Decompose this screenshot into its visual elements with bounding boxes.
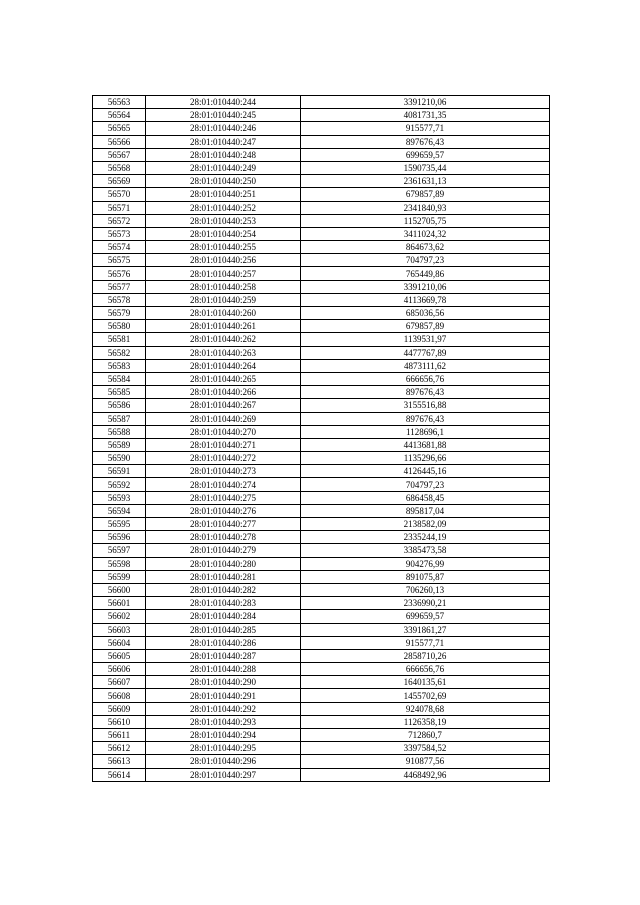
cadastral-number-cell: 28:01:010440:258 — [146, 280, 301, 293]
table-row — [93, 729, 550, 742]
row-number-cell: 56606 — [93, 663, 146, 676]
cadastral-number-cell: 28:01:010440:297 — [146, 768, 301, 781]
row-number-cell: 56589 — [93, 438, 146, 451]
row-number-cell: 56584 — [93, 372, 146, 385]
cadastral-number-cell: 28:01:010440:266 — [146, 386, 301, 399]
row-number-cell: 56582 — [93, 346, 146, 359]
value-cell: 904276,99 — [301, 557, 550, 570]
cadastral-number-cell: 28:01:010440:282 — [146, 583, 301, 596]
value-cell: 4468492,96 — [301, 768, 550, 781]
cadastral-number-cell: 28:01:010440:253 — [146, 214, 301, 227]
table-row — [93, 504, 550, 517]
table-row — [93, 755, 550, 768]
value-cell: 1455702,69 — [301, 689, 550, 702]
cadastral-number-cell: 28:01:010440:270 — [146, 425, 301, 438]
cadastral-number-cell: 28:01:010440:273 — [146, 465, 301, 478]
value-cell: 686458,45 — [301, 491, 550, 504]
value-cell: 666656,76 — [301, 372, 550, 385]
cadastral-number-cell: 28:01:010440:248 — [146, 148, 301, 161]
cadastral-number-cell: 28:01:010440:295 — [146, 742, 301, 755]
table-row — [93, 267, 550, 280]
row-number-cell: 56564 — [93, 109, 146, 122]
cadastral-number-cell: 28:01:010440:263 — [146, 346, 301, 359]
value-cell: 897676,43 — [301, 412, 550, 425]
table-row — [93, 531, 550, 544]
row-number-cell: 56612 — [93, 742, 146, 755]
row-number-cell: 56602 — [93, 610, 146, 623]
value-cell: 2336990,21 — [301, 597, 550, 610]
cadastral-number-cell: 28:01:010440:283 — [146, 597, 301, 610]
table-row — [93, 280, 550, 293]
value-cell: 1135296,66 — [301, 452, 550, 465]
value-cell: 3391210,06 — [301, 96, 550, 109]
table-row — [93, 135, 550, 148]
cadastral-number-cell: 28:01:010440:279 — [146, 544, 301, 557]
cadastral-number-cell: 28:01:010440:250 — [146, 175, 301, 188]
table-row — [93, 359, 550, 372]
cadastral-number-cell: 28:01:010440:249 — [146, 161, 301, 174]
row-number-cell: 56574 — [93, 241, 146, 254]
value-cell: 1128696,1 — [301, 425, 550, 438]
row-number-cell: 56595 — [93, 518, 146, 531]
row-number-cell: 56604 — [93, 636, 146, 649]
table-row — [93, 109, 550, 122]
table-row — [93, 96, 550, 109]
row-number-cell: 56599 — [93, 570, 146, 583]
value-cell: 4413681,88 — [301, 438, 550, 451]
table-row — [93, 201, 550, 214]
table-row — [93, 610, 550, 623]
cadastral-number-cell: 28:01:010440:267 — [146, 399, 301, 412]
table-row — [93, 161, 550, 174]
table-row — [93, 636, 550, 649]
value-cell: 685036,56 — [301, 307, 550, 320]
cadastral-number-cell: 28:01:010440:280 — [146, 557, 301, 570]
row-number-cell: 56573 — [93, 227, 146, 240]
value-cell: 1152705,75 — [301, 214, 550, 227]
cadastral-number-cell: 28:01:010440:275 — [146, 491, 301, 504]
value-cell: 864673,62 — [301, 241, 550, 254]
cadastral-number-cell: 28:01:010440:265 — [146, 372, 301, 385]
table-row — [93, 372, 550, 385]
table-row — [93, 320, 550, 333]
table-row — [93, 254, 550, 267]
cadastral-number-cell: 28:01:010440:264 — [146, 359, 301, 372]
value-cell: 2858710,26 — [301, 649, 550, 662]
table-row — [93, 122, 550, 135]
value-cell: 4873111,62 — [301, 359, 550, 372]
row-number-cell: 56572 — [93, 214, 146, 227]
table-row — [93, 597, 550, 610]
row-number-cell: 56566 — [93, 135, 146, 148]
row-number-cell: 56610 — [93, 715, 146, 728]
row-number-cell: 56605 — [93, 649, 146, 662]
value-cell: 699659,57 — [301, 610, 550, 623]
row-number-cell: 56593 — [93, 491, 146, 504]
row-number-cell: 56578 — [93, 293, 146, 306]
value-cell: 897676,43 — [301, 135, 550, 148]
value-cell: 1126358,19 — [301, 715, 550, 728]
row-number-cell: 56607 — [93, 676, 146, 689]
value-cell: 4081731,35 — [301, 109, 550, 122]
value-cell: 704797,23 — [301, 254, 550, 267]
table-row — [93, 293, 550, 306]
table-row — [93, 425, 550, 438]
value-cell: 699659,57 — [301, 148, 550, 161]
table-row — [93, 583, 550, 596]
value-cell: 910877,56 — [301, 755, 550, 768]
cadastral-number-cell: 28:01:010440:284 — [146, 610, 301, 623]
cadastral-number-cell: 28:01:010440:286 — [146, 636, 301, 649]
row-number-cell: 56601 — [93, 597, 146, 610]
row-number-cell: 56583 — [93, 359, 146, 372]
value-cell: 897676,43 — [301, 386, 550, 399]
row-number-cell: 56577 — [93, 280, 146, 293]
table-row — [93, 623, 550, 636]
value-cell: 915577,71 — [301, 636, 550, 649]
table-row — [93, 702, 550, 715]
row-number-cell: 56570 — [93, 188, 146, 201]
table-row — [93, 452, 550, 465]
value-cell: 1640135,61 — [301, 676, 550, 689]
value-cell: 706260,13 — [301, 583, 550, 596]
cadastral-number-cell: 28:01:010440:255 — [146, 241, 301, 254]
cadastral-number-cell: 28:01:010440:285 — [146, 623, 301, 636]
table-row — [93, 478, 550, 491]
cadastral-number-cell: 28:01:010440:257 — [146, 267, 301, 280]
value-cell: 2341840,93 — [301, 201, 550, 214]
row-number-cell: 56603 — [93, 623, 146, 636]
row-number-cell: 56568 — [93, 161, 146, 174]
table-row — [93, 491, 550, 504]
row-number-cell: 56588 — [93, 425, 146, 438]
cadastral-value-table — [92, 95, 550, 782]
row-number-cell: 56575 — [93, 254, 146, 267]
row-number-cell: 56571 — [93, 201, 146, 214]
row-number-cell: 56608 — [93, 689, 146, 702]
row-number-cell: 56598 — [93, 557, 146, 570]
row-number-cell: 56592 — [93, 478, 146, 491]
value-cell: 704797,23 — [301, 478, 550, 491]
value-cell: 3155516,88 — [301, 399, 550, 412]
table-row — [93, 307, 550, 320]
table-row — [93, 333, 550, 346]
cadastral-number-cell: 28:01:010440:244 — [146, 96, 301, 109]
cadastral-number-cell: 28:01:010440:291 — [146, 689, 301, 702]
value-cell: 891075,87 — [301, 570, 550, 583]
cadastral-number-cell: 28:01:010440:293 — [146, 715, 301, 728]
value-cell: 3391861,27 — [301, 623, 550, 636]
value-cell: 666656,76 — [301, 663, 550, 676]
table-row — [93, 742, 550, 755]
value-cell: 712860,7 — [301, 729, 550, 742]
value-cell: 4113669,78 — [301, 293, 550, 306]
row-number-cell: 56600 — [93, 583, 146, 596]
value-cell: 2335244,19 — [301, 531, 550, 544]
cadastral-number-cell: 28:01:010440:254 — [146, 227, 301, 240]
cadastral-number-cell: 28:01:010440:294 — [146, 729, 301, 742]
value-cell: 679857,89 — [301, 320, 550, 333]
row-number-cell: 56597 — [93, 544, 146, 557]
row-number-cell: 56614 — [93, 768, 146, 781]
cadastral-number-cell: 28:01:010440:251 — [146, 188, 301, 201]
value-cell: 3397584,52 — [301, 742, 550, 755]
row-number-cell: 56596 — [93, 531, 146, 544]
row-number-cell: 56613 — [93, 755, 146, 768]
value-cell: 2138582,09 — [301, 518, 550, 531]
value-cell: 4477767,89 — [301, 346, 550, 359]
table-row — [93, 768, 550, 781]
row-number-cell: 56581 — [93, 333, 146, 346]
table-row — [93, 438, 550, 451]
table-row — [93, 689, 550, 702]
cadastral-number-cell: 28:01:010440:276 — [146, 504, 301, 517]
value-cell: 3411024,32 — [301, 227, 550, 240]
row-number-cell: 56594 — [93, 504, 146, 517]
cadastral-number-cell: 28:01:010440:269 — [146, 412, 301, 425]
value-cell: 3391210,06 — [301, 280, 550, 293]
value-cell: 679857,89 — [301, 188, 550, 201]
cadastral-number-cell: 28:01:010440:296 — [146, 755, 301, 768]
row-number-cell: 56580 — [93, 320, 146, 333]
cadastral-number-cell: 28:01:010440:277 — [146, 518, 301, 531]
table-row — [93, 544, 550, 557]
cadastral-number-cell: 28:01:010440:272 — [146, 452, 301, 465]
table-body — [93, 96, 550, 782]
cadastral-number-cell: 28:01:010440:292 — [146, 702, 301, 715]
value-cell: 924078,68 — [301, 702, 550, 715]
cadastral-number-cell: 28:01:010440:262 — [146, 333, 301, 346]
row-number-cell: 56565 — [93, 122, 146, 135]
row-number-cell: 56587 — [93, 412, 146, 425]
table-row — [93, 465, 550, 478]
cadastral-number-cell: 28:01:010440:278 — [146, 531, 301, 544]
cadastral-number-cell: 28:01:010440:246 — [146, 122, 301, 135]
row-number-cell: 56609 — [93, 702, 146, 715]
cadastral-number-cell: 28:01:010440:290 — [146, 676, 301, 689]
table-row — [93, 175, 550, 188]
cadastral-number-cell: 28:01:010440:261 — [146, 320, 301, 333]
cadastral-number-cell: 28:01:010440:271 — [146, 438, 301, 451]
table-row — [93, 386, 550, 399]
table-row — [93, 649, 550, 662]
row-number-cell: 56579 — [93, 307, 146, 320]
row-number-cell: 56569 — [93, 175, 146, 188]
table-row — [93, 241, 550, 254]
row-number-cell: 56567 — [93, 148, 146, 161]
table-row — [93, 570, 550, 583]
row-number-cell: 56585 — [93, 386, 146, 399]
table-row — [93, 148, 550, 161]
cadastral-number-cell: 28:01:010440:288 — [146, 663, 301, 676]
table-row — [93, 214, 550, 227]
table-row — [93, 346, 550, 359]
row-number-cell: 56586 — [93, 399, 146, 412]
row-number-cell: 56590 — [93, 452, 146, 465]
value-cell: 1139531,97 — [301, 333, 550, 346]
value-cell: 2361631,13 — [301, 175, 550, 188]
row-number-cell: 56591 — [93, 465, 146, 478]
cadastral-number-cell: 28:01:010440:247 — [146, 135, 301, 148]
table-row — [93, 227, 550, 240]
value-cell: 4126445,16 — [301, 465, 550, 478]
table-row — [93, 676, 550, 689]
cadastral-number-cell: 28:01:010440:245 — [146, 109, 301, 122]
table-row — [93, 557, 550, 570]
table-row — [93, 188, 550, 201]
row-number-cell: 56611 — [93, 729, 146, 742]
value-cell: 915577,71 — [301, 122, 550, 135]
value-cell: 3385473,58 — [301, 544, 550, 557]
cadastral-number-cell: 28:01:010440:256 — [146, 254, 301, 267]
table-row — [93, 412, 550, 425]
cadastral-number-cell: 28:01:010440:281 — [146, 570, 301, 583]
table-row — [93, 399, 550, 412]
cadastral-number-cell: 28:01:010440:260 — [146, 307, 301, 320]
table-row — [93, 518, 550, 531]
value-cell: 765449,86 — [301, 267, 550, 280]
value-cell: 1590735,44 — [301, 161, 550, 174]
row-number-cell: 56563 — [93, 96, 146, 109]
value-cell: 895817,04 — [301, 504, 550, 517]
cadastral-number-cell: 28:01:010440:274 — [146, 478, 301, 491]
cadastral-number-cell: 28:01:010440:252 — [146, 201, 301, 214]
row-number-cell: 56576 — [93, 267, 146, 280]
table-row — [93, 715, 550, 728]
cadastral-number-cell: 28:01:010440:287 — [146, 649, 301, 662]
cadastral-number-cell: 28:01:010440:259 — [146, 293, 301, 306]
table-row — [93, 663, 550, 676]
